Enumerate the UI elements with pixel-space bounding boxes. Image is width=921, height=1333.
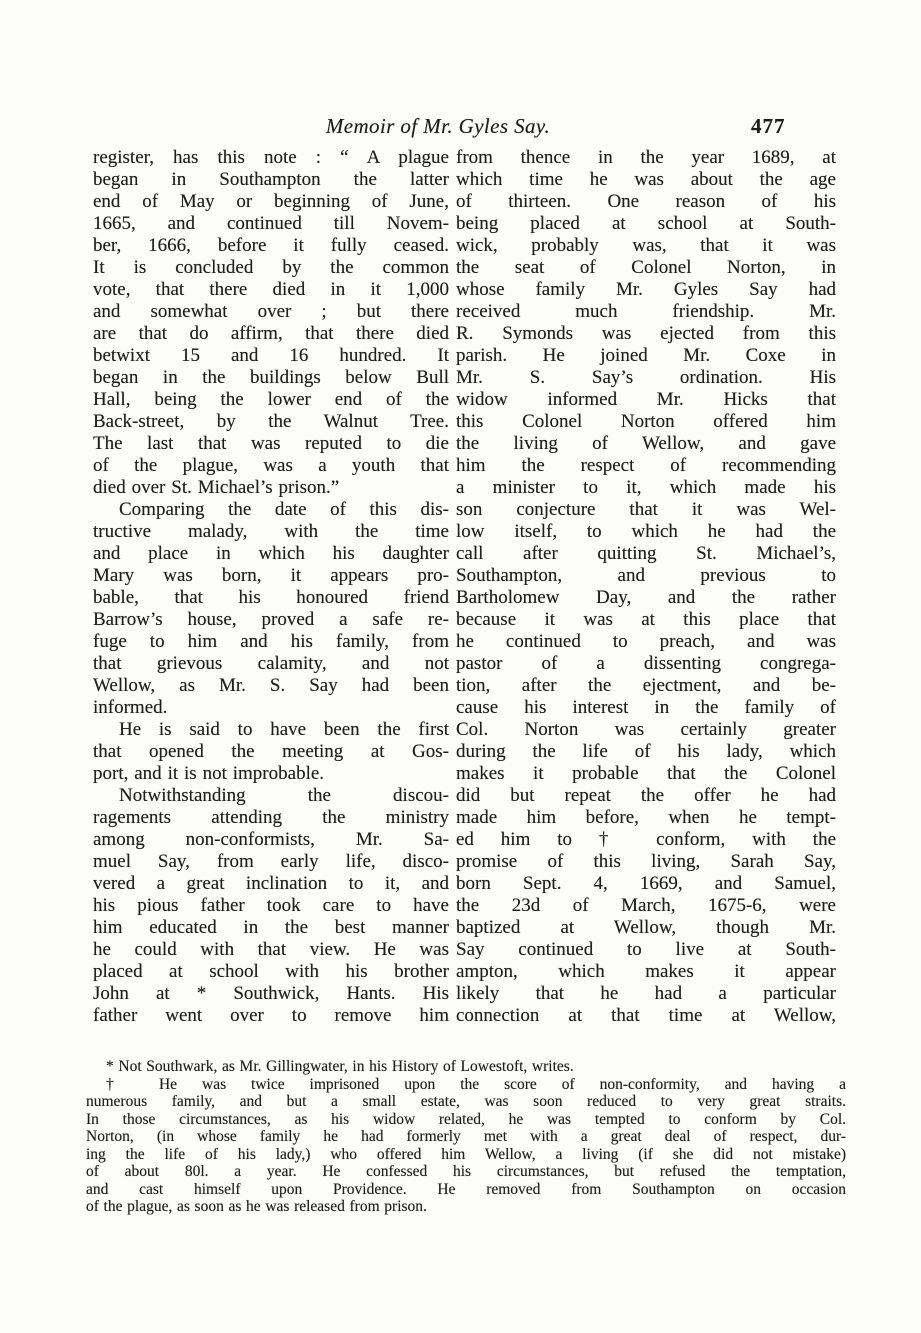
text-line: of the plague, was a youth that: [93, 455, 449, 476]
text-line: a minister to it, which made his: [456, 477, 836, 498]
text-line: he continued to preach, and was: [456, 631, 836, 652]
text-line: that grievous calamity, and not: [93, 653, 449, 674]
text-line: being placed at school at South-: [456, 213, 836, 234]
text-line: which time he was about the age: [456, 169, 836, 190]
text-line: him educated in the best manner: [93, 917, 449, 938]
text-line: began in Southampton the latter: [93, 169, 449, 190]
text-line: vered a great inclination to it, and: [93, 873, 449, 894]
text-line: end of May or beginning of June,: [93, 191, 449, 212]
footnote-line: and cast himself upon Providence. He removed from Southampton on occasion: [86, 1180, 846, 1198]
text-line: widow informed Mr. Hicks that: [456, 389, 836, 410]
text-line: R. Symonds was ejected from this: [456, 323, 836, 344]
text-line: son conjecture that it was Wel-: [456, 499, 836, 520]
page-number: 477: [751, 114, 786, 138]
text-line: received much friendship. Mr.: [456, 301, 836, 322]
text-line: among non-conformists, Mr. Sa-: [93, 829, 449, 850]
text-line: Mr. S. Say’s ordination. His: [456, 367, 836, 388]
footnote-line: Norton, (in whose family he had formerly met with a great deal of respect, dur-: [86, 1128, 846, 1145]
text-line: muel Say, from early life, disco-: [93, 851, 449, 872]
text-line: from thence in the year 1689, at: [456, 147, 836, 168]
text-line: Southampton, and previous to: [456, 565, 836, 586]
text-line: cause his interest in the family of: [456, 697, 836, 718]
text-line: the living of Wellow, and gave: [456, 433, 836, 454]
footnote-line: In those circumstances, as his widow related, he was tempted to conform by Col.: [86, 1110, 846, 1128]
text-line: promise of this living, Sarah Say,: [456, 851, 836, 872]
text-line: 1665, and continued till Novem-: [93, 213, 449, 234]
text-line: register, has this note : “ A plague: [93, 147, 449, 168]
text-line: Back-street, by the Walnut Tree.: [93, 411, 449, 432]
text-line: pastor of a dissenting congrega-: [456, 653, 836, 674]
text-line: The last that was reputed to die: [93, 433, 449, 454]
text-line: call after quitting St. Michael’s,: [456, 543, 836, 564]
text-line: Barrow’s house, proved a safe re-: [93, 609, 449, 630]
text-line: because it was at this place that: [456, 609, 836, 630]
page-title: Memoir of Mr. Gyles Say.: [325, 114, 551, 138]
text-line: low itself, to which he had the: [456, 521, 836, 542]
text-line: Bartholomew Day, and the rather: [456, 587, 836, 608]
text-line: the seat of Colonel Norton, in: [456, 257, 836, 278]
text-line: Notwithstanding the discou-: [119, 785, 449, 806]
text-column-left: [93, 147, 449, 1027]
text-line: baptized at Wellow, though Mr.: [456, 917, 836, 938]
text-line: likely that he had a particular: [456, 983, 836, 1004]
text-line: he could with that view. He was: [93, 939, 449, 960]
text-line: vote, that there died in it 1,000: [93, 279, 449, 300]
text-line: whose family Mr. Gyles Say had: [456, 279, 836, 300]
footnote-line: numerous family, and but a small estate, was soon reduced to very great straits.: [86, 1093, 846, 1110]
text-line: parish. He joined Mr. Coxe in: [456, 345, 836, 366]
footnote-line: of the plague, as soon as he was released from prison.: [86, 1198, 427, 1215]
text-line: port, and it is not improbable.: [93, 763, 325, 784]
footnotes: [86, 1058, 846, 1216]
footnote-line: * Not Southwark, as Mr. Gillingwater, in his History of Lowestoft, writes.: [106, 1058, 574, 1075]
text-line: John at * Southwick, Hants. His: [93, 983, 449, 1004]
text-line: connection at that time at Wellow,: [456, 1005, 836, 1026]
text-line: made him before, when he tempt-: [456, 807, 836, 828]
text-line: wick, probably was, that it was: [456, 235, 836, 256]
text-line: Hall, being the lower end of the: [93, 389, 449, 410]
text-line: his pious father took care to have: [93, 895, 449, 916]
text-line: did but repeat the offer he had: [456, 785, 836, 806]
text-line: Wellow, as Mr. S. Say had been: [93, 675, 449, 696]
text-line: tructive malady, with the time: [93, 521, 449, 542]
text-line: died over St. Michael’s prison.”: [93, 477, 340, 498]
text-line: and place in which his daughter: [93, 543, 449, 564]
footnote-line: † He was twice imprisoned upon the score of non-conformity, and having a: [106, 1075, 846, 1093]
text-line: bable, that his honoured friend: [93, 587, 449, 608]
text-line: him the respect of recommending: [456, 455, 836, 476]
text-line: the 23d of March, 1675-6, were: [456, 895, 836, 916]
text-line: tion, after the ejectment, and be-: [456, 675, 836, 696]
text-line: are that do affirm, that there died: [93, 323, 449, 344]
text-line: Col. Norton was certainly greater: [456, 719, 836, 740]
text-line: ragements attending the ministry: [93, 807, 449, 828]
text-line: Comparing the date of this dis-: [119, 499, 449, 520]
text-line: and somewhat over ; but there: [93, 301, 449, 322]
text-line: of thirteen. One reason of his: [456, 191, 836, 212]
text-line: betwixt 15 and 16 hundred. It: [93, 345, 449, 366]
text-line: father went over to remove him: [93, 1005, 449, 1026]
text-line: fuge to him and his family, from: [93, 631, 449, 652]
text-line: makes it probable that the Colonel: [456, 763, 836, 784]
text-line: ed him to † conform, with the: [456, 829, 836, 850]
text-line: born Sept. 4, 1669, and Samuel,: [456, 873, 836, 894]
text-line: placed at school with his brother: [93, 961, 449, 982]
text-line: ber, 1666, before it fully ceased.: [93, 235, 449, 256]
text-line: It is concluded by the common: [93, 257, 449, 278]
text-line: informed.: [93, 697, 168, 718]
text-line: Say continued to live at South-: [456, 939, 836, 960]
text-line: He is said to have been the first: [119, 719, 449, 740]
text-line: that opened the meeting at Gos-: [93, 741, 449, 762]
text-line: during the life of his lady, which: [456, 741, 836, 762]
text-line: this Colonel Norton offered him: [456, 411, 836, 432]
footnote-line: ing the life of his lady,) who offered him Wellow, a living (if she did not mistake): [86, 1145, 846, 1163]
footnote-line: of about 80l. a year. He confessed his circumstances, but refused the temptation,: [86, 1163, 846, 1180]
text-column-right: [456, 147, 836, 1027]
running-head: [0, 112, 921, 142]
text-line: ampton, which makes it appear: [456, 961, 836, 982]
text-line: began in the buildings below Bull: [93, 367, 449, 388]
text-line: Mary was born, it appears pro-: [93, 565, 449, 586]
